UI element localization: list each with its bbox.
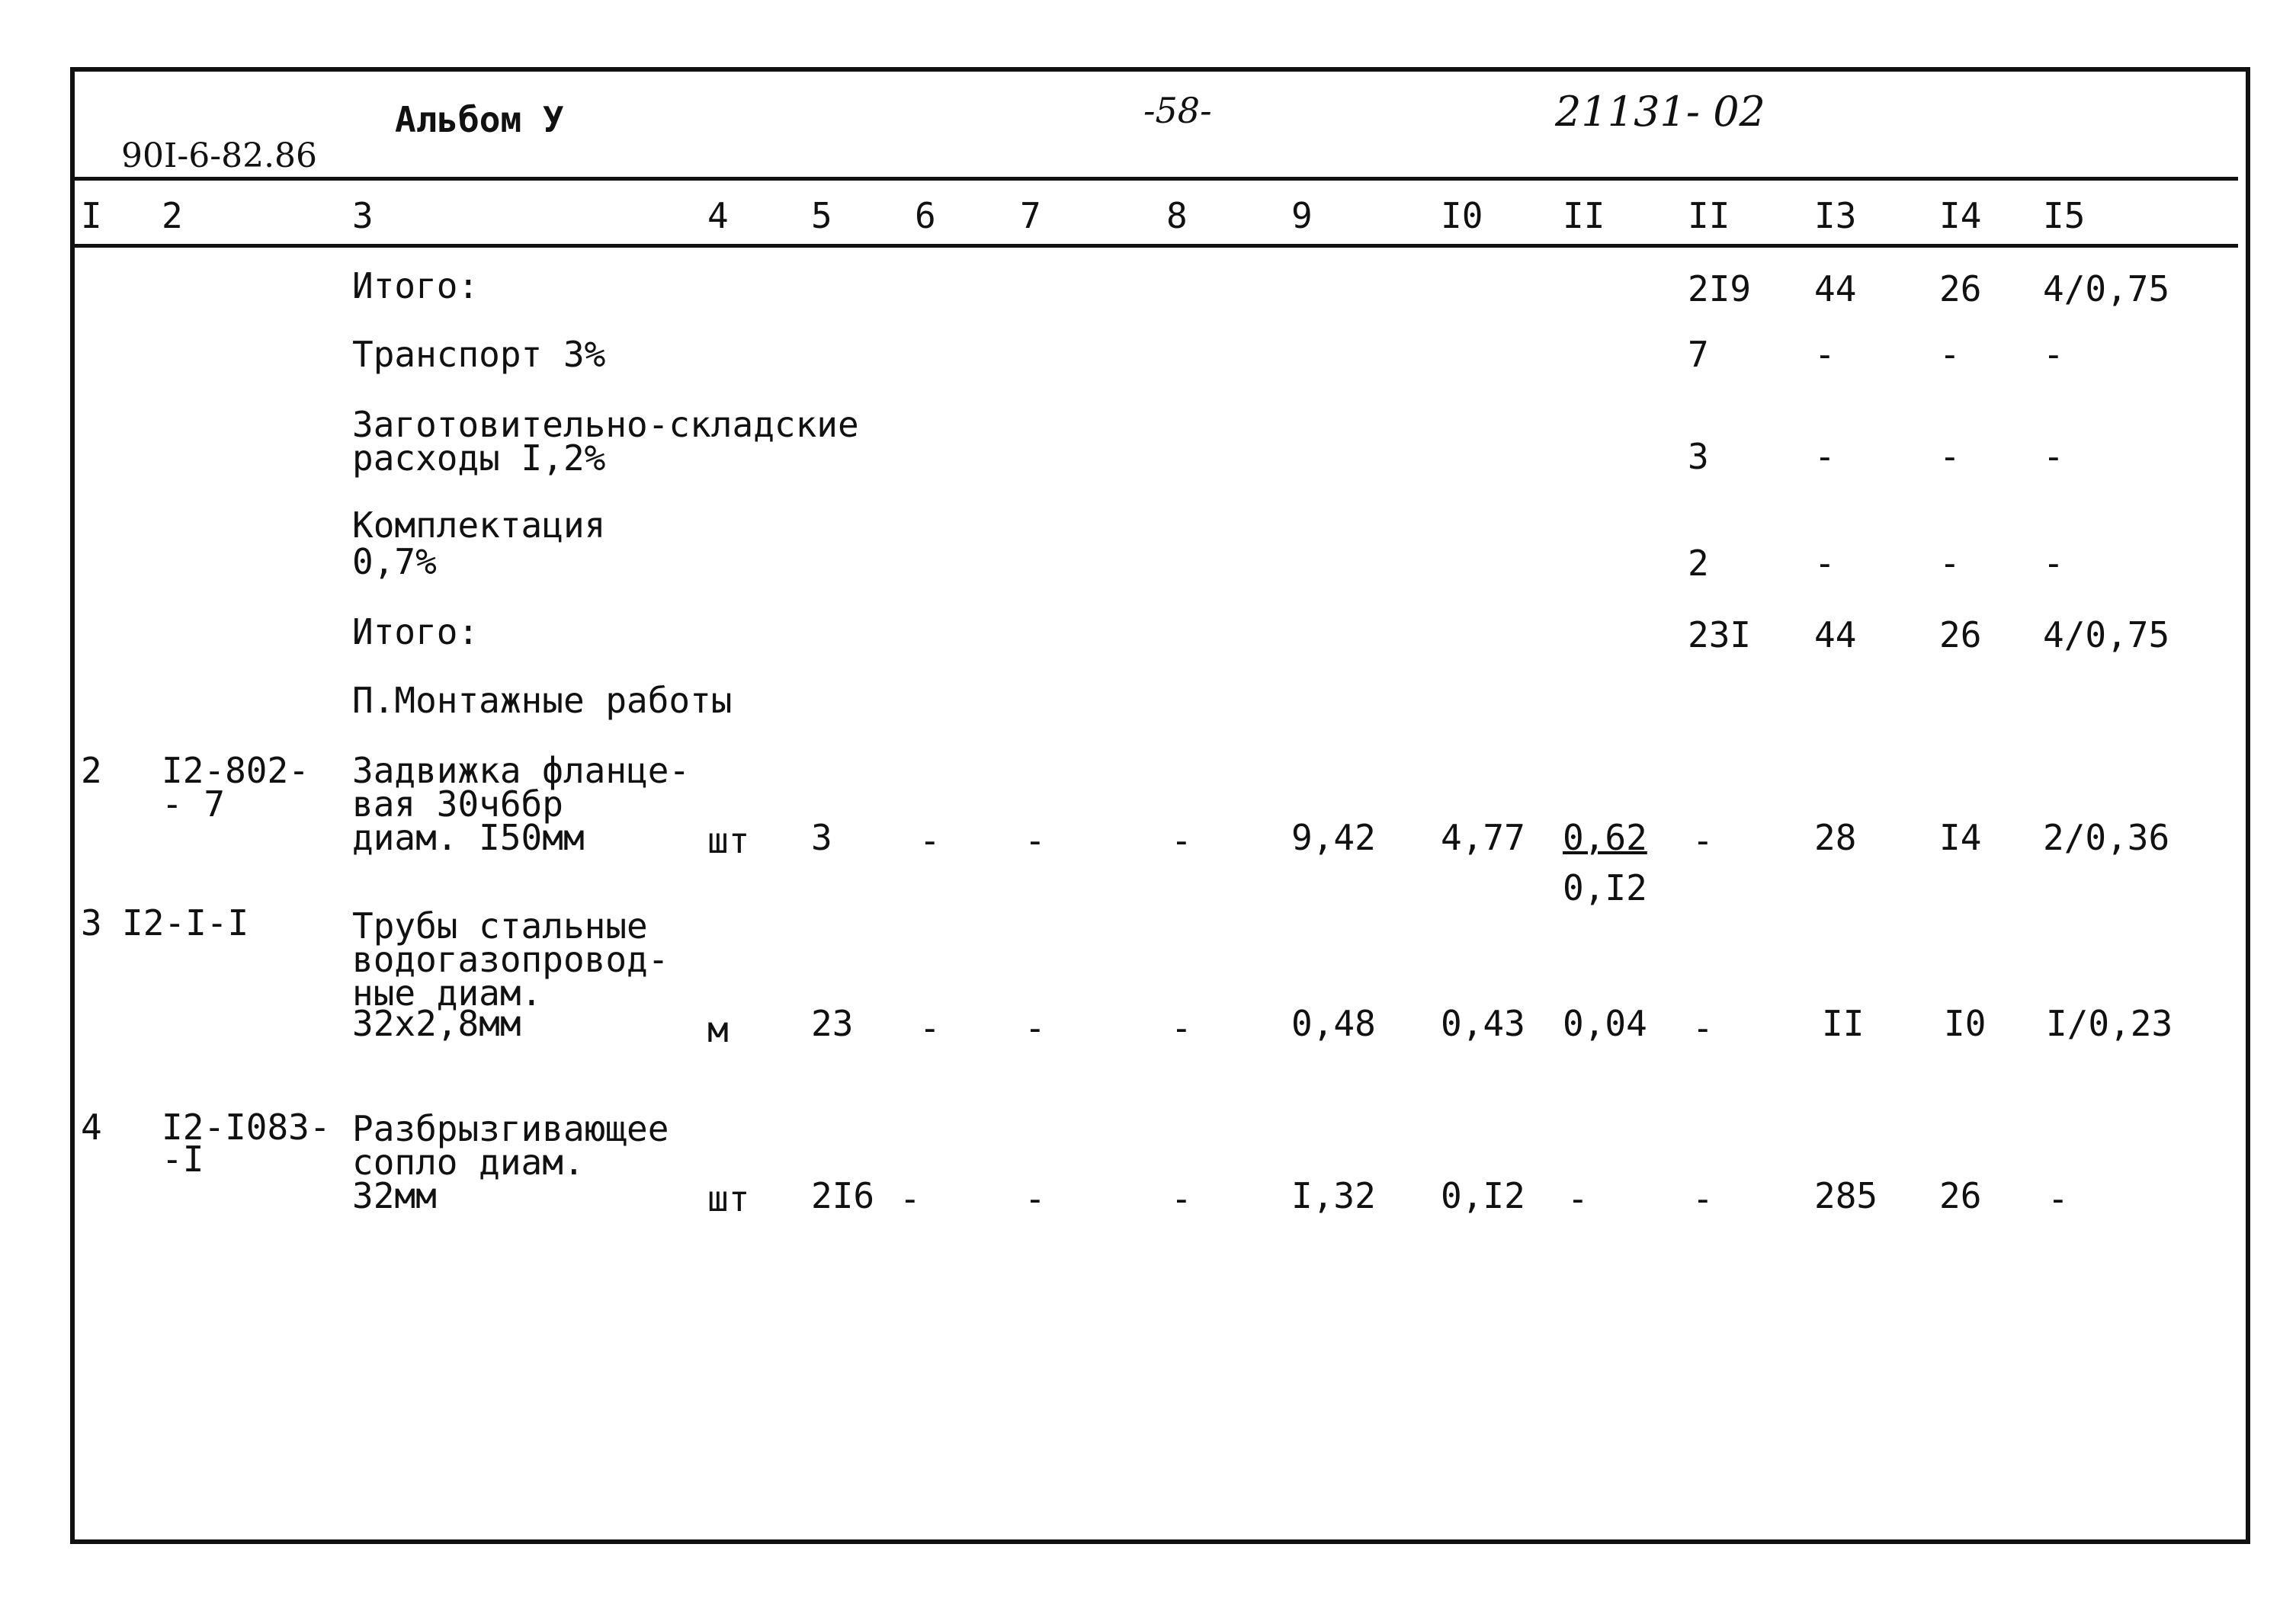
row2-c7: - (1025, 820, 1046, 861)
row2-c10: 4,77 (1441, 817, 1525, 858)
procurement-label-line2: расходы I,2% (352, 437, 606, 479)
kit-c13: - (1814, 543, 1836, 584)
total2-c14: 26 (1939, 614, 1982, 655)
transport-label: Транспорт 3% (352, 334, 606, 375)
total2-c12: 23I (1688, 614, 1752, 655)
procurement-label-line1: Заготовительно-складские (352, 404, 859, 445)
row2-desc-line2: вая 30ч6бр (352, 783, 563, 825)
kit-c15: - (2043, 543, 2064, 584)
row2-desc-line1: Задвижка фланце- (352, 750, 691, 791)
row4-desc-line3: 32мм (352, 1175, 437, 1216)
row3-desc-line3: ные диам. (352, 972, 543, 1014)
total-c13: 44 (1814, 268, 1857, 309)
procurement-c15: - (2043, 436, 2064, 477)
row3-c11: 0,04 (1563, 1003, 1647, 1044)
row4-code-line2: -I (162, 1139, 204, 1180)
row3-qty: 23 (811, 1003, 854, 1044)
col-header-11: II (1563, 195, 1605, 236)
row4-code-line1: I2-I083- (162, 1107, 331, 1148)
row4-c12: - (1692, 1178, 1714, 1219)
col-header-9: 9 (1291, 195, 1313, 236)
section-title: П.Монтажные работы (352, 680, 733, 721)
row2-c13: 28 (1814, 817, 1857, 858)
row4-c11: - (1567, 1178, 1589, 1219)
transport-c13: - (1814, 334, 1836, 375)
row2-c14: I4 (1939, 817, 1982, 858)
total-c14: 26 (1939, 268, 1982, 309)
col-header-14: I4 (1939, 195, 1982, 236)
row2-qty: 3 (811, 817, 832, 858)
col-header-4: 4 (707, 195, 729, 236)
row2-desc-line3: диам. I50мм (352, 817, 585, 858)
document-number: 21131- 02 (1555, 88, 1765, 136)
album-title: Альбом У (395, 99, 564, 140)
kit-c12: 2 (1688, 543, 1709, 584)
row2-c11-bottom: 0,I2 (1563, 867, 1647, 908)
col-header-7: 7 (1020, 195, 1041, 236)
row2-unit: шт (707, 820, 750, 861)
row3-c14: I0 (1944, 1003, 1987, 1044)
row2-c8: - (1171, 820, 1192, 861)
row3-desc-line1: Трубы стальные (352, 905, 648, 947)
row3-code: I2-I-I (122, 902, 249, 943)
kit-c14: - (1939, 543, 1961, 584)
row4-desc-line1: Разбрызгивающее (352, 1108, 669, 1149)
row4-c13: 285 (1814, 1175, 1878, 1216)
col-header-15: I5 (2043, 195, 2086, 236)
row3-unit: м (707, 1009, 729, 1050)
row3-c9: 0,48 (1291, 1003, 1376, 1044)
total-c12: 2I9 (1688, 268, 1752, 309)
row4-c9: I,32 (1291, 1175, 1376, 1216)
col-header-6: 6 (915, 195, 936, 236)
row3-desc-line2: водогазопровод- (352, 939, 669, 980)
row4-number: 4 (81, 1107, 102, 1148)
row4-desc-line2: сопло диам. (352, 1142, 585, 1183)
row3-desc-line4: 32х2,8мм (352, 1003, 521, 1044)
row2-c12: - (1692, 820, 1714, 861)
row3-c12: - (1692, 1008, 1714, 1049)
document-code: 90I-6-82.86 (120, 136, 318, 175)
row2-c6: - (919, 820, 941, 861)
col-header-10: I0 (1441, 195, 1483, 236)
procurement-c12: 3 (1688, 436, 1709, 477)
row2-code-line1: I2-802- (162, 750, 309, 791)
col-header-1: I (81, 195, 102, 236)
row3-number: 3 (81, 902, 102, 943)
col-header-2: 2 (162, 195, 183, 236)
row4-c8: - (1171, 1178, 1192, 1219)
col-header-5: 5 (811, 195, 832, 236)
row4-qty: 2I6 (811, 1175, 875, 1216)
col-header-3: 3 (352, 195, 374, 236)
row4-unit: шт (707, 1178, 750, 1219)
row4-c7: - (1025, 1178, 1046, 1219)
total-label: Итого: (352, 265, 479, 306)
total2-label: Итого: (352, 611, 479, 652)
row2-code-line2: - 7 (162, 783, 226, 825)
row2-c9: 9,42 (1291, 817, 1376, 858)
col-header-13: I3 (1814, 195, 1857, 236)
total-c15: 4/0,75 (2043, 268, 2170, 309)
kit-label-line2: 0,7% (352, 541, 437, 582)
transport-c14: - (1939, 334, 1961, 375)
transport-c12: 7 (1688, 334, 1709, 375)
row3-c8: - (1171, 1008, 1192, 1049)
row2-c11-top: 0,62 (1563, 817, 1647, 858)
row2-number: 2 (81, 750, 102, 791)
row3-c13: II (1822, 1003, 1865, 1044)
col-header-12: II (1688, 195, 1730, 236)
row3-c6: - (919, 1008, 941, 1049)
row3-c15: I/0,23 (2046, 1003, 2173, 1044)
header-divider (75, 177, 2238, 181)
transport-c15: - (2043, 334, 2064, 375)
column-header-divider (75, 244, 2238, 248)
page-number: -58- (1143, 90, 1212, 131)
row3-c10: 0,43 (1441, 1003, 1525, 1044)
row4-c14: 26 (1939, 1175, 1982, 1216)
row4-c15: - (2047, 1178, 2069, 1219)
kit-label-line1: Комплектация (352, 505, 606, 546)
row4-c10: 0,I2 (1441, 1175, 1525, 1216)
row3-c7: - (1025, 1008, 1046, 1049)
row4-c6: - (899, 1178, 921, 1219)
row2-c15: 2/0,36 (2043, 817, 2170, 858)
total2-c13: 44 (1814, 614, 1857, 655)
col-header-8: 8 (1166, 195, 1188, 236)
procurement-c14: - (1939, 436, 1961, 477)
procurement-c13: - (1814, 436, 1836, 477)
total2-c15: 4/0,75 (2043, 614, 2170, 655)
